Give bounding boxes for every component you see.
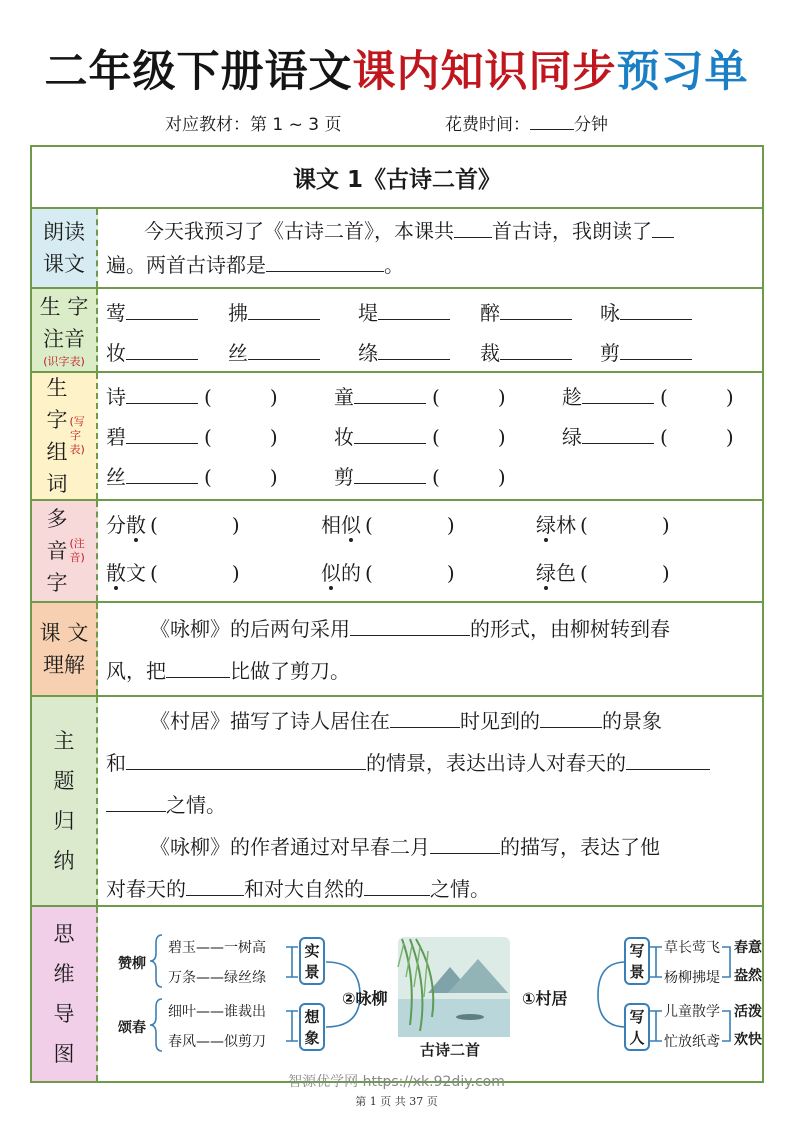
label-char: 字: [46, 571, 68, 595]
label-char: 归: [53, 809, 75, 833]
char: 裁: [480, 341, 500, 365]
char: 拂: [228, 301, 248, 325]
blank-word[interactable]: [354, 466, 426, 484]
text: 和: [106, 751, 126, 775]
blank-love[interactable]: [186, 878, 244, 896]
mm-box-people: 写人: [624, 1003, 650, 1051]
blank-poem-type[interactable]: [266, 254, 384, 272]
char: 趁: [562, 385, 582, 409]
page-number: 第 1 页 共 37 页: [355, 1095, 438, 1108]
text: 《咏柳》的作者通过对早春二月: [150, 835, 430, 859]
blank-pinyin[interactable]: [378, 342, 450, 360]
theme-line-2: [106, 747, 710, 776]
time-blank[interactable]: [530, 114, 574, 130]
mm-left-item: 碧玉——一树高: [168, 940, 266, 956]
label-char: 音: [46, 539, 68, 563]
content-understanding: [98, 603, 762, 695]
time-unit: 分钟: [574, 115, 608, 135]
paren: ): [497, 465, 506, 489]
theme-line-1: [150, 705, 662, 734]
blank-pinyin[interactable]: [620, 302, 692, 320]
paren: (: [432, 385, 440, 409]
mm-right-tag: 春意: [734, 940, 762, 956]
text: 的: [341, 561, 361, 585]
mm-left-top-label: 赞柳: [118, 956, 146, 972]
char: 丝: [106, 465, 126, 489]
mm-right-item: 忙放纸鸢: [664, 1034, 720, 1050]
char: 莺: [106, 301, 126, 325]
theme-line-4: [150, 831, 660, 860]
dotted-char: 散: [126, 513, 146, 537]
mm-box-scene: 写景: [624, 937, 650, 985]
textbook-pages: 对应教材：第 1 ~ 3 页: [165, 115, 342, 135]
char: 咏: [600, 301, 620, 325]
title-part-3: 预习单: [616, 47, 749, 97]
words-row-2: [106, 421, 752, 450]
char: 诗: [106, 385, 126, 409]
char: 堤: [358, 301, 378, 325]
label-note: (注音): [69, 537, 85, 564]
theme-line-3: [106, 789, 226, 818]
blank-word[interactable]: [354, 426, 426, 444]
label-char: 思: [53, 922, 75, 946]
mm-left-item: 春风——似剪刀: [168, 1034, 266, 1050]
label-char: 纳: [53, 849, 75, 873]
label-char: 组: [46, 440, 68, 464]
dotted-char: 绿: [536, 561, 556, 585]
text: 之情。: [166, 793, 226, 817]
mm-poem-cunju: ①村居: [522, 989, 568, 1008]
dotted-char: 散: [106, 561, 126, 585]
text: 林: [556, 513, 576, 537]
blank-word[interactable]: [354, 386, 426, 404]
text: 首古诗，我朗读了: [492, 219, 652, 243]
blank-feeling[interactable]: [626, 752, 710, 770]
content-theme: [98, 697, 762, 905]
text: 和对大自然的: [244, 877, 364, 901]
row-mindmap: [32, 907, 762, 1081]
row-theme: [32, 697, 762, 907]
lesson-title: 课文 1《古诗二首》: [32, 147, 762, 209]
polyphone-row-1: 分散 ( ) 相似 ( ) 绿林 ( ): [106, 513, 670, 537]
blank-read-times[interactable]: [652, 220, 674, 238]
label-char: 维: [53, 962, 75, 986]
polyphone-row-2: 散文 ( ) 似的 ( ) 绿色 ( ): [106, 561, 670, 585]
theme-line-5: [106, 873, 490, 902]
blank-pinyin[interactable]: [500, 342, 572, 360]
paren: (: [204, 425, 212, 449]
blank-pinyin[interactable]: [248, 342, 320, 360]
label-reading: [32, 209, 98, 287]
blank-praise[interactable]: [364, 878, 430, 896]
mm-right-tag: 活泼: [734, 1004, 762, 1020]
content-polyphone: [98, 501, 762, 601]
text: 《咏柳》的后两句采用: [150, 617, 350, 641]
label-char: 图: [53, 1042, 75, 1066]
watermark: 智源优学网 https://xk.92diy.com: [288, 1074, 505, 1090]
mm-right-tag: 盎然: [734, 968, 762, 984]
text: 。: [384, 253, 404, 277]
blank-compare[interactable]: [166, 660, 230, 678]
content-pinyin: [98, 289, 762, 371]
text: 分: [106, 513, 126, 537]
blank-pinyin[interactable]: [500, 302, 572, 320]
char: 绿: [562, 425, 582, 449]
label-theme: [32, 697, 98, 905]
mm-center-caption: 古诗二首: [420, 1041, 481, 1059]
paren: ): [497, 385, 506, 409]
label-line: 注音: [43, 327, 85, 351]
blank-pinyin[interactable]: [126, 302, 198, 320]
paren: (: [660, 385, 668, 409]
text: 今天我预习了《古诗二首》，本课共: [144, 219, 454, 243]
text: 的情景，表达出诗人对春天的: [366, 751, 626, 775]
mm-box-real-scene: 实景: [299, 937, 325, 985]
paren: (: [660, 425, 668, 449]
paren: ): [497, 425, 506, 449]
words-row-1: [106, 381, 752, 410]
text: 时见到的: [460, 709, 540, 733]
label-pinyin: [32, 289, 98, 371]
blank-pinyin[interactable]: [248, 302, 320, 320]
label-note: (识字表): [43, 355, 85, 368]
label-char: 词: [46, 472, 68, 496]
blank-word[interactable]: [126, 466, 198, 484]
paren: (: [204, 385, 212, 409]
label-line: 课文: [43, 252, 85, 276]
label-polyphone: [32, 501, 98, 601]
paren: (: [432, 425, 440, 449]
text: 风，把: [106, 659, 166, 683]
blank-word[interactable]: [126, 426, 198, 444]
mm-right-item: 杨柳拂堤: [664, 970, 720, 986]
label-char: 题: [53, 769, 75, 793]
time-spent: [445, 110, 608, 135]
paren: ): [725, 385, 734, 409]
text: 对春天的: [106, 877, 186, 901]
label-char: 字: [46, 408, 68, 432]
words-row-3: [106, 461, 562, 490]
label-line: 朗读: [43, 220, 85, 244]
mm-left-item: 万条——绿丝绦: [168, 970, 266, 986]
understanding-line-2: [106, 655, 350, 684]
title-part-1: 二年级下册语文: [44, 47, 353, 97]
mm-left-bottom-label: 颂春: [118, 1020, 146, 1036]
label-line: 生 字: [39, 295, 89, 319]
text: 遍。两首古诗都是: [106, 253, 266, 277]
blank-pinyin[interactable]: [126, 342, 198, 360]
blank-form[interactable]: [350, 618, 470, 636]
label-mindmap: [32, 907, 98, 1081]
text: 文: [126, 561, 146, 585]
paren: ): [269, 465, 278, 489]
pinyin-row-2: [106, 337, 700, 366]
label-char: 多: [46, 507, 68, 531]
row-understanding: [32, 603, 762, 697]
mm-right-tag: 欢快: [734, 1032, 762, 1048]
char: 妆: [334, 425, 354, 449]
label-char: 导: [53, 1002, 75, 1026]
label-understanding: [32, 603, 98, 695]
text: 之情。: [430, 877, 490, 901]
text: 比做了剪刀。: [230, 659, 350, 683]
char: 醉: [480, 301, 500, 325]
paren: ): [269, 385, 278, 409]
mm-left-item: 细叶——谁裁出: [168, 1004, 266, 1020]
pinyin-row-1: [106, 297, 700, 326]
reading-line-2: [106, 249, 404, 278]
dotted-char: 绿: [536, 513, 556, 537]
label-line: 课 文: [39, 621, 89, 645]
row-reading: [32, 209, 762, 289]
label-char: 主: [53, 729, 75, 753]
blank-word[interactable]: [126, 386, 198, 404]
label-char: 生: [46, 376, 68, 400]
label-line: 理解: [43, 653, 85, 677]
char: 童: [334, 385, 354, 409]
char: 妆: [106, 341, 126, 365]
blank-scene[interactable]: [540, 710, 602, 728]
row-polyphone: [32, 501, 762, 603]
mm-box-imagination: 想象: [299, 1003, 325, 1051]
label-words: [32, 373, 98, 499]
time-label: 花费时间：: [445, 115, 530, 135]
paren: ): [269, 425, 278, 449]
blank-word[interactable]: [582, 386, 654, 404]
blank-willow[interactable]: [430, 836, 500, 854]
text: 的形式，由柳树转到春: [470, 617, 670, 641]
label-note: (写字表): [69, 415, 85, 456]
mm-poem-yongliu: ②咏柳: [342, 989, 388, 1008]
blank-pinyin[interactable]: [378, 302, 450, 320]
text: 《村居》描写了诗人居住在: [150, 709, 390, 733]
text: 色: [556, 561, 576, 585]
page-title: [0, 42, 793, 102]
blank-word[interactable]: [582, 426, 654, 444]
content-reading: [98, 209, 762, 287]
reading-line-1: [144, 215, 674, 244]
char: 绦: [358, 341, 378, 365]
char: 碧: [106, 425, 126, 449]
blank-feeling-cont[interactable]: [106, 794, 166, 812]
blank-poem-count[interactable]: [454, 220, 492, 238]
worksheet-frame: [30, 145, 764, 1083]
row-pinyin: [32, 289, 762, 373]
paren: (: [432, 465, 440, 489]
text: 的景象: [602, 709, 662, 733]
char: 剪: [600, 341, 620, 365]
blank-season[interactable]: [390, 710, 460, 728]
dotted-char: 似: [321, 561, 341, 585]
understanding-line-1: [150, 613, 670, 642]
content-mindmap: [98, 907, 762, 1081]
content-words: [98, 373, 762, 499]
blank-pinyin[interactable]: [620, 342, 692, 360]
row-words: [32, 373, 762, 501]
char: 剪: [334, 465, 354, 489]
char: 丝: [228, 341, 248, 365]
title-part-2: 课内知识同步: [352, 47, 617, 97]
paren: ): [725, 425, 734, 449]
mm-right-item: 儿童散学: [664, 1004, 720, 1020]
blank-activity[interactable]: [126, 752, 366, 770]
text: 的描写，表达了他: [500, 835, 660, 859]
text: 相: [321, 513, 341, 537]
paren: (: [204, 465, 212, 489]
mm-right-item: 草长莺飞: [664, 940, 720, 956]
dotted-char: 似: [341, 513, 361, 537]
